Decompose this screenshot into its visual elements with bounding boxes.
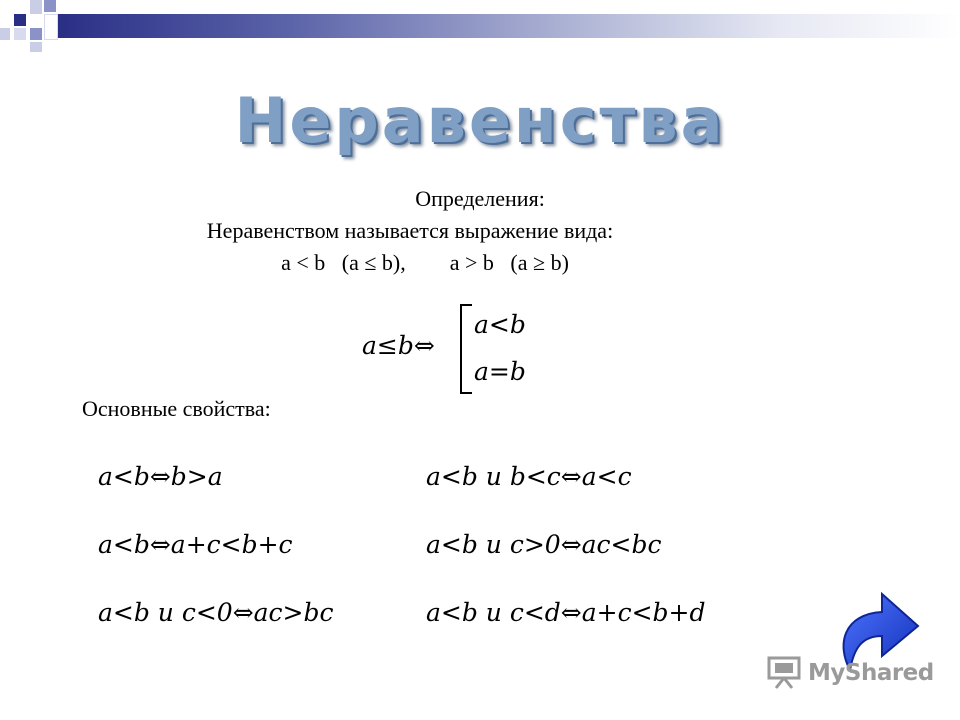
- watermark-text: MyShared: [808, 660, 934, 686]
- property-formula: a<b и b<c⇔a<c: [426, 462, 632, 491]
- header-decoration: [0, 0, 960, 50]
- property-formula: a<b и c<d⇔a+c<b+d: [426, 598, 706, 627]
- decor-square: [44, 0, 56, 12]
- properties-heading: Основные свойства:: [82, 396, 271, 421]
- definition-text: Неравенством называется выражение вида:: [206, 218, 614, 243]
- equivalence-case-2: a=b: [474, 357, 526, 386]
- decor-square: [30, 42, 42, 52]
- slide-title: Неравенства: [234, 84, 726, 157]
- decor-square: [30, 28, 42, 40]
- definition-forms: a < b (a ≤ b), a > b (a ≥ b): [281, 250, 569, 275]
- property-formula: a<b и c>0⇔ac<bc: [426, 530, 662, 559]
- decor-square: [0, 28, 10, 40]
- presentation-icon: [766, 655, 802, 689]
- equivalence-case-1: a<b: [474, 310, 526, 339]
- decor-square: [14, 28, 26, 40]
- decor-square: [44, 14, 58, 40]
- decor-square: [14, 14, 26, 26]
- decor-square: [30, 0, 42, 14]
- property-formula: a<b⇔a+c<b+c: [98, 530, 293, 559]
- header-gradient-bar: [58, 14, 960, 38]
- equivalence-left: a≤b⇔: [362, 331, 435, 360]
- property-formula: a<b⇔b>a: [98, 462, 223, 491]
- property-formula: a<b и c<0⇔ac>bc: [98, 598, 334, 627]
- system-bracket: [460, 304, 472, 394]
- definitions-label: Определения:: [415, 186, 545, 211]
